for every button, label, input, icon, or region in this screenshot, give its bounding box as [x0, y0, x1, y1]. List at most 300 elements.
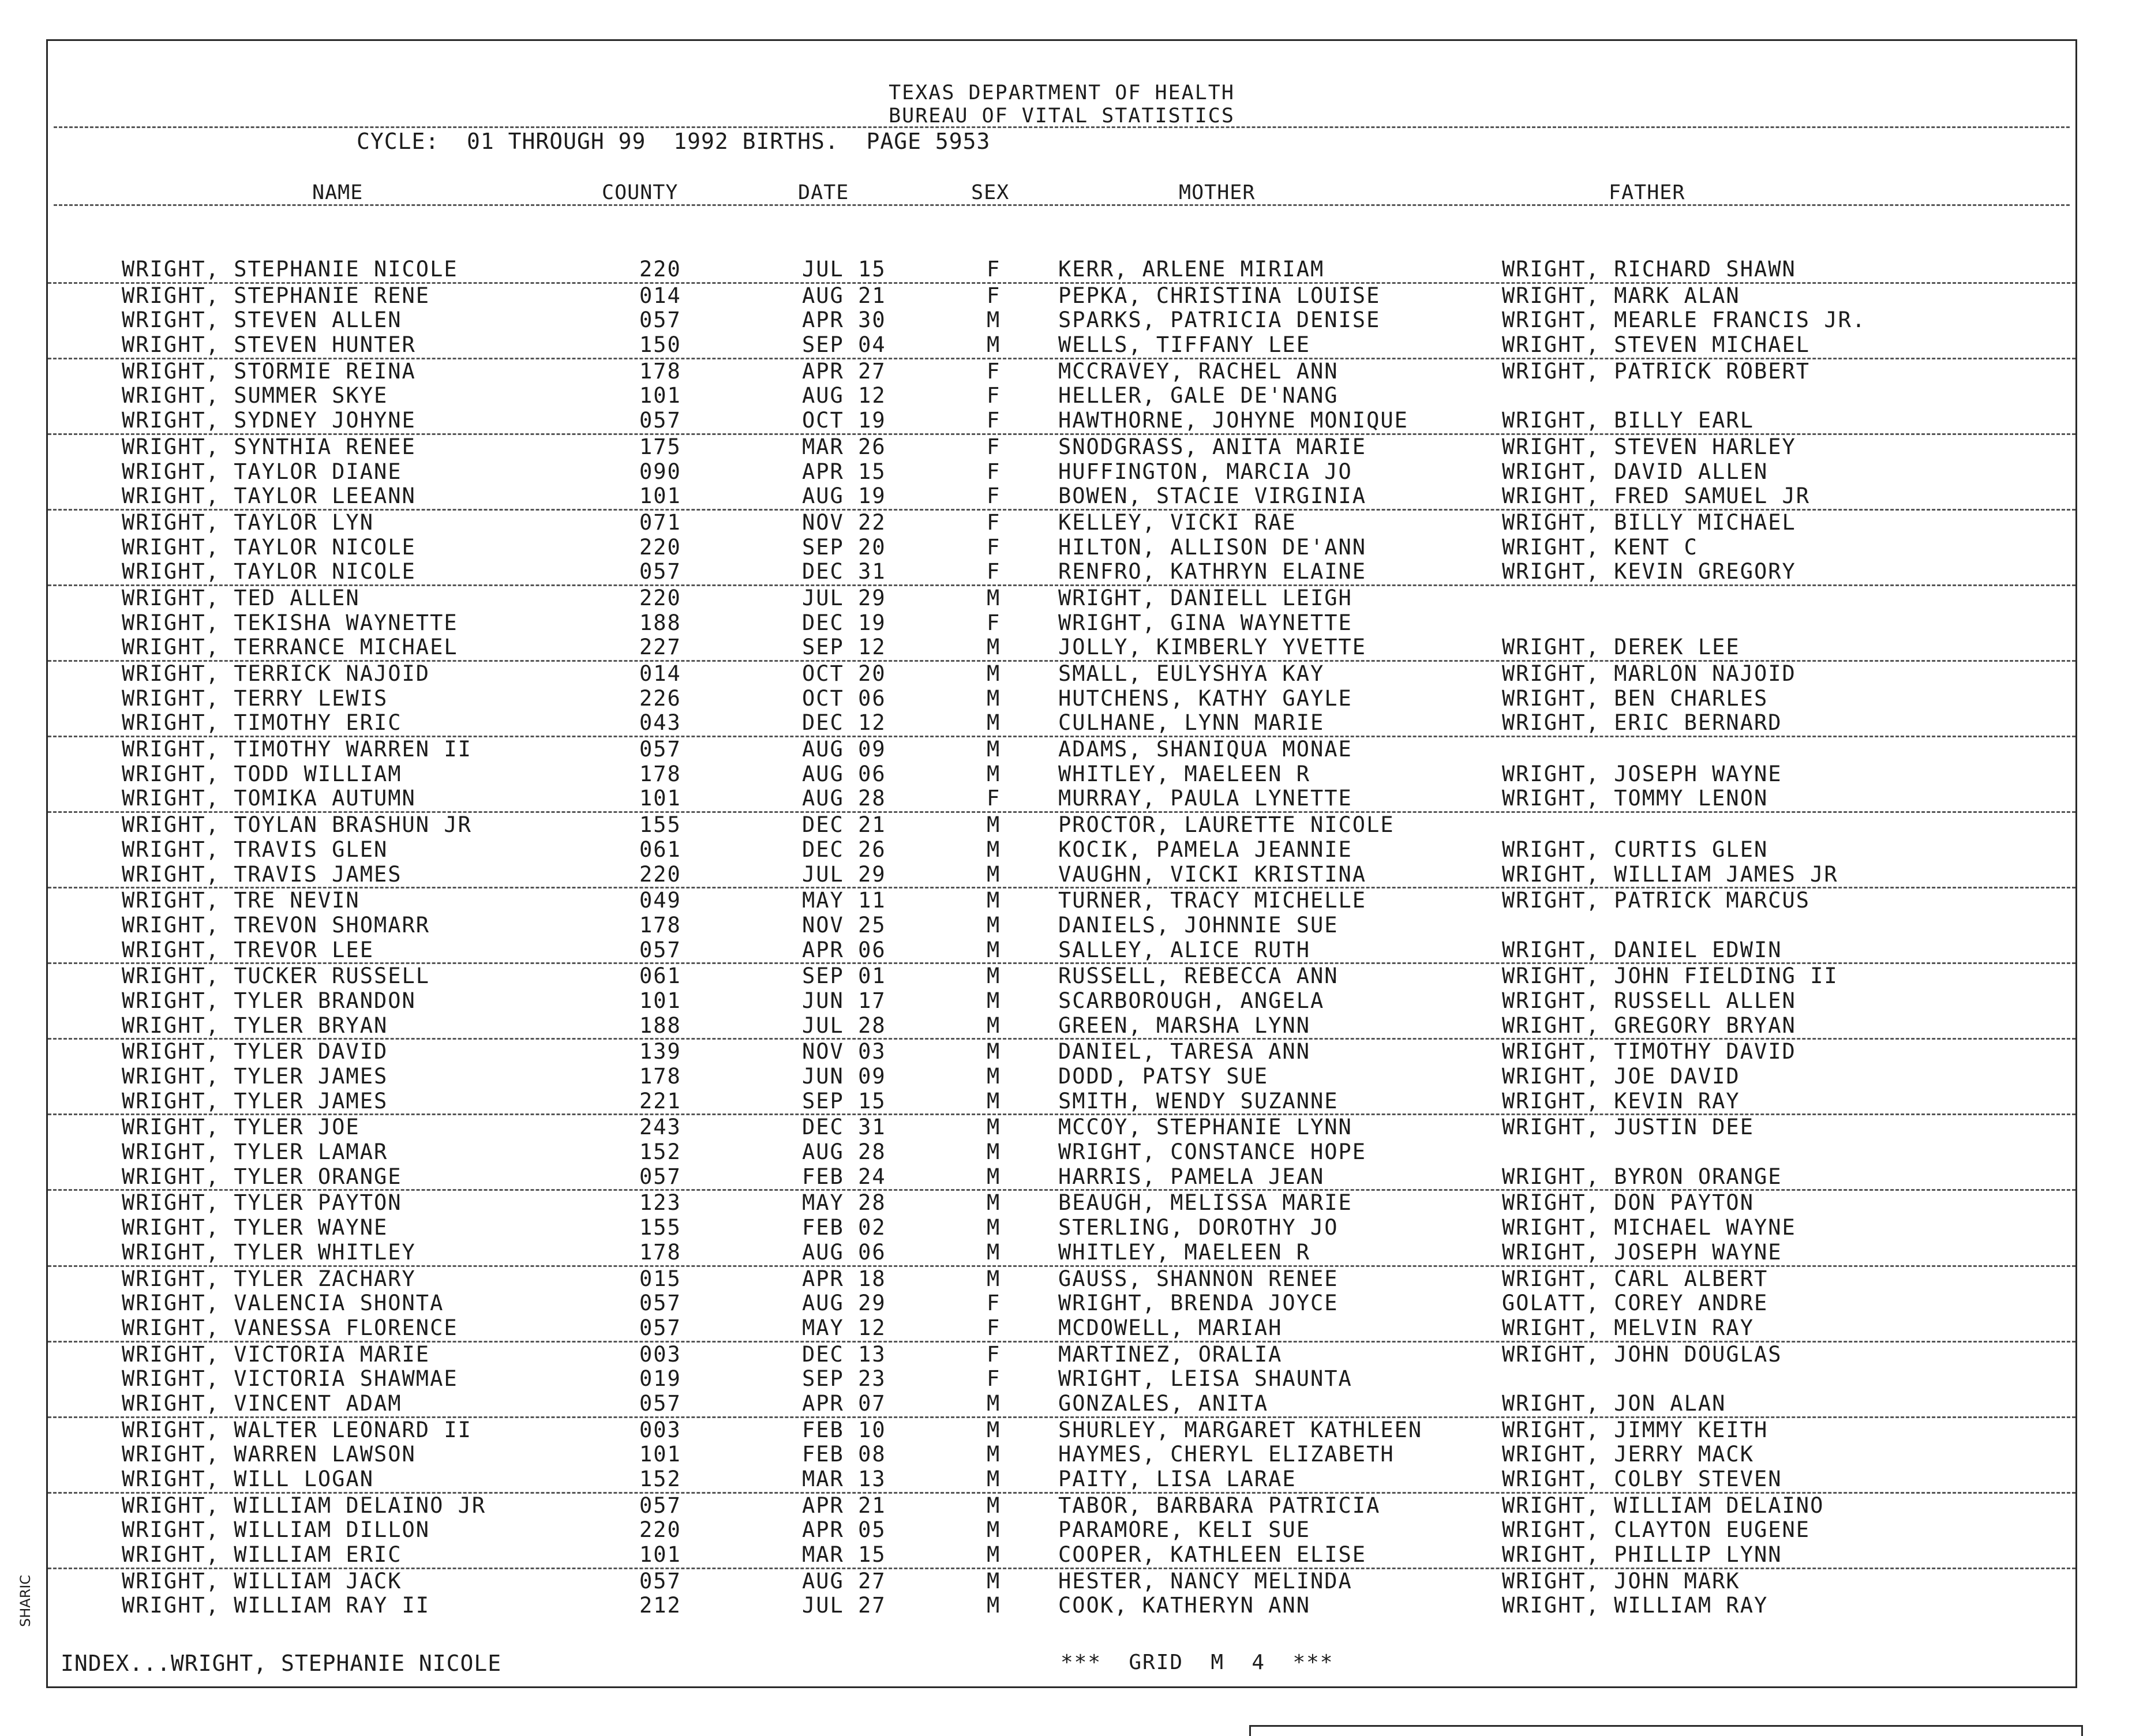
table-row: [48, 1392, 2075, 1418]
cell-name: WRIGHT, TYLER ORANGE: [122, 1164, 402, 1189]
cell-mother: GREEN, MARSHA LYNN: [1058, 1013, 1310, 1038]
cell-father: WRIGHT, STEVEN HARLEY: [1502, 434, 1796, 459]
cell-mother: PARAMORE, KELI SUE: [1058, 1517, 1310, 1543]
cell-sex: F: [987, 283, 1001, 308]
table-row: [48, 1115, 2075, 1140]
cell-mother: CULHANE, LYNN MARIE: [1058, 710, 1325, 736]
table-row: [48, 384, 2075, 408]
cell-county: 123: [639, 1190, 681, 1216]
cell-father: WRIGHT, DEREK LEE: [1502, 635, 1740, 660]
cell-mother: WRIGHT, DANIELL LEIGH: [1058, 585, 1352, 610]
cell-county: 220: [639, 1517, 681, 1543]
table-row: [48, 838, 2075, 863]
cell-name: WRIGHT, STEPHANIE NICOLE: [122, 257, 458, 282]
cell-sex: F: [987, 509, 1001, 535]
cell-mother: GONZALES, ANITA: [1058, 1390, 1269, 1416]
cell-father: WRIGHT, FRED SAMUEL JR: [1502, 483, 1811, 509]
records-list: [48, 257, 2075, 1618]
cell-name: WRIGHT, SYDNEY JOHYNE: [122, 408, 416, 433]
cell-name: WRIGHT, TREVOR LEE: [122, 937, 374, 962]
table-row: [48, 1089, 2075, 1116]
cell-county: 152: [639, 1139, 681, 1165]
cell-county: 188: [639, 610, 681, 635]
table-row: [48, 435, 2075, 460]
cell-name: WRIGHT, TERRANCE MICHAEL: [122, 635, 458, 660]
cell-date: AUG 12: [802, 383, 886, 408]
cell-name: WRIGHT, TYLER BRYAN: [122, 1013, 388, 1038]
department-title: TEXAS DEPARTMENT OF HEALTH: [889, 81, 1235, 104]
table-row: [48, 611, 2075, 636]
table-row: [48, 813, 2075, 838]
cell-date: SEP 01: [802, 963, 886, 989]
cell-sex: M: [987, 761, 1001, 786]
table-row: [48, 1291, 2075, 1316]
table-row: [48, 786, 2075, 813]
cell-date: JUN 17: [802, 988, 886, 1013]
cell-father: WRIGHT, WILLIAM RAY: [1502, 1593, 1768, 1618]
cell-name: WRIGHT, TAYLOR DIANE: [122, 459, 402, 484]
cell-name: WRIGHT, TYLER JOE: [122, 1115, 360, 1140]
cell-county: 188: [639, 1013, 681, 1038]
cell-name: WRIGHT, WILLIAM RAY II: [122, 1593, 430, 1618]
table-row: [48, 1240, 2075, 1267]
cell-name: WRIGHT, TED ALLEN: [122, 585, 360, 610]
cell-county: 014: [639, 661, 681, 686]
cell-sex: M: [987, 1190, 1001, 1216]
table-row: [48, 1014, 2075, 1040]
cell-name: WRIGHT, TERRICK NAJOID: [122, 661, 430, 686]
cell-name: WRIGHT, TIMOTHY ERIC: [122, 710, 402, 736]
cell-father: WRIGHT, DANIEL EDWIN: [1502, 937, 1782, 962]
cell-sex: M: [987, 912, 1001, 938]
cell-date: AUG 29: [802, 1291, 886, 1316]
cell-mother: MCCOY, STEPHANIE LYNN: [1058, 1115, 1352, 1140]
cell-mother: HUTCHENS, KATHY GAYLE: [1058, 685, 1352, 711]
cell-sex: F: [987, 559, 1001, 584]
cell-name: WRIGHT, TYLER ZACHARY: [122, 1266, 416, 1291]
cell-date: APR 07: [802, 1390, 886, 1416]
cell-father: WRIGHT, BYRON ORANGE: [1502, 1164, 1782, 1189]
cell-date: OCT 19: [802, 408, 886, 433]
cell-sex: M: [987, 1442, 1001, 1467]
index-line: INDEX...WRIGHT, STEPHANIE NICOLE: [61, 1651, 502, 1676]
cell-sex: M: [987, 332, 1001, 358]
cell-father: WRIGHT, JOSEPH WAYNE: [1502, 1239, 1782, 1265]
side-label: SHARIC: [17, 1574, 33, 1627]
cell-sex: M: [987, 1417, 1001, 1442]
table-row: [48, 308, 2075, 333]
table-row: [48, 1494, 2075, 1518]
cell-father: WRIGHT, BILLY EARL: [1502, 408, 1754, 433]
table-row: [48, 460, 2075, 485]
cell-mother: SNODGRASS, ANITA MARIE: [1058, 434, 1367, 459]
cell-date: OCT 20: [802, 661, 886, 686]
cell-mother: HESTER, NANCY MELINDA: [1058, 1568, 1352, 1593]
cell-name: WRIGHT, TIMOTHY WARREN II: [122, 737, 472, 762]
cell-name: WRIGHT, TYLER WAYNE: [122, 1215, 388, 1240]
cell-sex: F: [987, 610, 1001, 635]
cell-mother: VAUGHN, VICKI KRISTINA: [1058, 861, 1367, 887]
table-row: [48, 408, 2075, 435]
cell-mother: ADAMS, SHANIQUA MONAE: [1058, 737, 1352, 762]
cell-date: FEB 24: [802, 1164, 886, 1189]
cell-county: 175: [639, 434, 681, 459]
cell-date: JUL 29: [802, 585, 886, 610]
cell-mother: HAWTHORNE, JOHYNE MONIQUE: [1058, 408, 1408, 433]
cell-father: WRIGHT, WILLIAM DELAINO: [1502, 1493, 1824, 1518]
cell-date: SEP 12: [802, 635, 886, 660]
cell-father: WRIGHT, JOE DAVID: [1502, 1064, 1740, 1089]
cell-father: WRIGHT, PATRICK ROBERT: [1502, 358, 1811, 384]
cell-mother: WRIGHT, BRENDA JOYCE: [1058, 1291, 1339, 1316]
table-row: [48, 359, 2075, 384]
cell-mother: KERR, ARLENE MIRIAM: [1058, 257, 1325, 282]
cell-date: AUG 06: [802, 761, 886, 786]
cell-sex: M: [987, 585, 1001, 610]
cell-sex: M: [987, 1517, 1001, 1543]
cell-sex: M: [987, 1239, 1001, 1265]
cell-mother: TABOR, BARBARA PATRICIA: [1058, 1493, 1381, 1518]
cell-father: WRIGHT, CLAYTON EUGENE: [1502, 1517, 1811, 1543]
cell-mother: SMALL, EULYSHYA KAY: [1058, 661, 1325, 686]
cell-sex: M: [987, 937, 1001, 962]
cell-name: WRIGHT, WILLIAM DELAINO JR: [122, 1493, 486, 1518]
cell-county: 057: [639, 559, 681, 584]
table-row: [48, 687, 2075, 711]
cell-county: 178: [639, 358, 681, 384]
cell-date: DEC 21: [802, 812, 886, 838]
cell-father: WRIGHT, JOSEPH WAYNE: [1502, 761, 1782, 786]
cell-date: SEP 23: [802, 1366, 886, 1392]
table-row: [48, 1316, 2075, 1343]
table-row: [48, 484, 2075, 511]
cell-date: JUN 09: [802, 1064, 886, 1089]
table-row: [48, 1216, 2075, 1240]
cell-county: 221: [639, 1088, 681, 1113]
cell-name: WRIGHT, STEPHANIE RENE: [122, 283, 430, 308]
cell-name: WRIGHT, TAYLOR LYN: [122, 509, 374, 535]
cell-date: FEB 02: [802, 1215, 886, 1240]
cell-mother: SALLEY, ALICE RUTH: [1058, 937, 1310, 962]
table-row: [48, 284, 2075, 309]
cell-name: WRIGHT, TAYLOR NICOLE: [122, 534, 416, 560]
cell-date: JUL 28: [802, 1013, 886, 1038]
table-row: [48, 1191, 2075, 1216]
column-header-date: DATE: [798, 181, 849, 204]
cell-mother: MCCRAVEY, RACHEL ANN: [1058, 358, 1339, 384]
cell-county: 057: [639, 308, 681, 333]
cell-father: WRIGHT, JOHN MARK: [1502, 1568, 1740, 1593]
table-row: [48, 1040, 2075, 1064]
cell-sex: M: [987, 661, 1001, 686]
cell-mother: RENFRO, KATHRYN ELAINE: [1058, 559, 1367, 584]
cell-mother: BOWEN, STACIE VIRGINIA: [1058, 483, 1367, 509]
cell-father: WRIGHT, STEVEN MICHAEL: [1502, 332, 1811, 358]
cell-mother: BEAUGH, MELISSA MARIE: [1058, 1190, 1352, 1216]
cell-county: 003: [639, 1417, 681, 1442]
cell-county: 150: [639, 332, 681, 358]
cell-mother: COOK, KATHERYN ANN: [1058, 1593, 1310, 1618]
cell-name: WRIGHT, TOYLAN BRASHUN JR: [122, 812, 472, 838]
table-row: [48, 711, 2075, 737]
cell-date: NOV 03: [802, 1039, 886, 1064]
cell-sex: M: [987, 1039, 1001, 1064]
cell-name: WRIGHT, WALTER LEONARD II: [122, 1417, 472, 1442]
cell-mother: WRIGHT, LEISA SHAUNTA: [1058, 1366, 1352, 1392]
cell-mother: MARTINEZ, ORALIA: [1058, 1341, 1283, 1367]
cell-date: JUL 29: [802, 861, 886, 887]
cell-date: AUG 09: [802, 737, 886, 762]
cell-mother: TURNER, TRACY MICHELLE: [1058, 888, 1367, 913]
cell-mother: COOPER, KATHLEEN ELISE: [1058, 1542, 1367, 1568]
cell-father: WRIGHT, MELVIN RAY: [1502, 1315, 1754, 1340]
table-row: [48, 1140, 2075, 1165]
table-row: [48, 1518, 2075, 1543]
cell-name: WRIGHT, WARREN LAWSON: [122, 1442, 416, 1467]
table-row: [48, 535, 2075, 560]
cell-father: WRIGHT, RUSSELL ALLEN: [1502, 988, 1796, 1013]
cell-mother: HUFFINGTON, MARCIA JO: [1058, 459, 1352, 484]
cell-county: 152: [639, 1467, 681, 1491]
table-row: [48, 1569, 2075, 1594]
table-row: [48, 1442, 2075, 1467]
cell-father: WRIGHT, MEARLE FRANCIS JR.: [1502, 308, 1867, 333]
cell-date: DEC 13: [802, 1341, 886, 1367]
cell-sex: M: [987, 1266, 1001, 1291]
cell-county: 015: [639, 1266, 681, 1291]
cell-county: 155: [639, 1215, 681, 1240]
cell-father: WRIGHT, JON ALAN: [1502, 1390, 1726, 1416]
cell-date: MAR 13: [802, 1467, 886, 1491]
cell-sex: F: [987, 459, 1001, 484]
cell-mother: WELLS, TIFFANY LEE: [1058, 332, 1310, 358]
cell-county: 101: [639, 1542, 681, 1568]
cell-name: WRIGHT, TYLER BRANDON: [122, 988, 416, 1013]
cell-sex: M: [987, 888, 1001, 913]
cell-county: 101: [639, 383, 681, 408]
grid-reference: *** GRID M 4 ***: [1061, 1651, 1334, 1674]
cell-county: 057: [639, 1315, 681, 1340]
bureau-title: BUREAU OF VITAL STATISTICS: [889, 104, 1235, 128]
column-header-mother: MOTHER: [1179, 181, 1256, 204]
cell-date: AUG 27: [802, 1568, 886, 1593]
cell-date: JUL 15: [802, 257, 886, 282]
cell-date: MAY 12: [802, 1315, 886, 1340]
cell-sex: M: [987, 1390, 1001, 1416]
cell-mother: PEPKA, CHRISTINA LOUISE: [1058, 283, 1381, 308]
next-sheet-edge: [1249, 1725, 2083, 1736]
cell-name: WRIGHT, STORMIE REINA: [122, 358, 416, 384]
cell-mother: HILTON, ALLISON DE'ANN: [1058, 534, 1367, 560]
cell-name: WRIGHT, WILLIAM ERIC: [122, 1542, 402, 1568]
cell-name: WRIGHT, TREVON SHOMARR: [122, 912, 430, 938]
cell-sex: F: [987, 434, 1001, 459]
cell-county: 212: [639, 1593, 681, 1618]
cell-date: AUG 06: [802, 1239, 886, 1265]
cell-county: 227: [639, 635, 681, 660]
cell-date: DEC 19: [802, 610, 886, 635]
cell-date: AUG 19: [802, 483, 886, 509]
column-header-divider: [54, 204, 2070, 206]
cell-father: WRIGHT, RICHARD SHAWN: [1502, 257, 1796, 282]
cell-county: 014: [639, 283, 681, 308]
cell-name: WRIGHT, VINCENT ADAM: [122, 1390, 402, 1416]
cell-sex: F: [987, 408, 1001, 433]
cell-date: SEP 15: [802, 1088, 886, 1113]
cell-sex: M: [987, 1493, 1001, 1518]
table-row: [48, 635, 2075, 662]
cell-father: WRIGHT, DAVID ALLEN: [1502, 459, 1768, 484]
table-row: [48, 737, 2075, 762]
cell-date: MAY 28: [802, 1190, 886, 1216]
cell-sex: M: [987, 1013, 1001, 1038]
cell-sex: M: [987, 737, 1001, 762]
cell-father: WRIGHT, DON PAYTON: [1502, 1190, 1754, 1216]
table-row: [48, 1064, 2075, 1089]
cell-county: 220: [639, 861, 681, 887]
cell-father: WRIGHT, MARLON NAJOID: [1502, 661, 1796, 686]
cell-county: 057: [639, 1568, 681, 1593]
cell-father: WRIGHT, WILLIAM JAMES JR: [1502, 861, 1838, 887]
cell-father: WRIGHT, GREGORY BRYAN: [1502, 1013, 1796, 1038]
cell-name: WRIGHT, TYLER JAMES: [122, 1088, 388, 1113]
cycle-line: CYCLE: 01 THROUGH 99 1992 BIRTHS. PAGE 5953: [357, 129, 991, 154]
cell-sex: M: [987, 1115, 1001, 1140]
cell-mother: PAITY, LISA LARAE: [1058, 1467, 1297, 1491]
cell-date: DEC 26: [802, 837, 886, 862]
cell-father: WRIGHT, KENT C: [1502, 534, 1698, 560]
cell-father: WRIGHT, MARK ALAN: [1502, 283, 1740, 308]
cell-father: WRIGHT, JIMMY KEITH: [1502, 1417, 1768, 1442]
header-divider: [54, 126, 2070, 128]
cell-sex: M: [987, 1542, 1001, 1568]
cell-county: 061: [639, 837, 681, 862]
cell-name: WRIGHT, STEVEN ALLEN: [122, 308, 402, 333]
table-row: [48, 888, 2075, 913]
cell-county: 057: [639, 1390, 681, 1416]
cell-sex: M: [987, 1215, 1001, 1240]
table-row: [48, 586, 2075, 611]
cell-county: 101: [639, 1442, 681, 1467]
cell-name: WRIGHT, TYLER LAMAR: [122, 1139, 388, 1165]
cell-mother: WRIGHT, CONSTANCE HOPE: [1058, 1139, 1367, 1165]
cell-name: WRIGHT, TOMIKA AUTUMN: [122, 786, 416, 811]
table-row: [48, 913, 2075, 938]
column-header-name: NAME: [312, 181, 364, 204]
table-row: [48, 511, 2075, 535]
cell-father: WRIGHT, PHILLIP LYNN: [1502, 1542, 1782, 1568]
cell-county: 220: [639, 585, 681, 610]
cell-date: APR 18: [802, 1266, 886, 1291]
cell-name: WRIGHT, TRAVIS JAMES: [122, 861, 402, 887]
cell-mother: KOCIK, PAMELA JEANNIE: [1058, 837, 1352, 862]
table-row: [48, 1543, 2075, 1569]
cell-mother: SPARKS, PATRICIA DENISE: [1058, 308, 1381, 333]
cell-father: GOLATT, COREY ANDRE: [1502, 1291, 1768, 1316]
cell-sex: M: [987, 635, 1001, 660]
cell-date: AUG 28: [802, 786, 886, 811]
cell-county: 178: [639, 1064, 681, 1089]
cell-father: WRIGHT, BILLY MICHAEL: [1502, 509, 1796, 535]
cell-sex: M: [987, 1568, 1001, 1593]
cell-county: 071: [639, 509, 681, 535]
cell-name: WRIGHT, WILL LOGAN: [122, 1467, 374, 1491]
cell-name: WRIGHT, STEVEN HUNTER: [122, 332, 416, 358]
column-header-father: FATHER: [1609, 181, 1685, 204]
cell-mother: GAUSS, SHANNON RENEE: [1058, 1266, 1339, 1291]
cell-father: WRIGHT, MICHAEL WAYNE: [1502, 1215, 1796, 1240]
cell-name: WRIGHT, TAYLOR NICOLE: [122, 559, 416, 584]
cell-father: WRIGHT, JOHN FIELDING II: [1502, 963, 1838, 989]
column-header-county: COUNTY: [602, 181, 679, 204]
cell-father: WRIGHT, COLBY STEVEN: [1502, 1467, 1782, 1491]
cell-name: WRIGHT, TERRY LEWIS: [122, 685, 388, 711]
cell-date: JUL 27: [802, 1593, 886, 1618]
cell-mother: DODD, PATSY SUE: [1058, 1064, 1269, 1089]
cell-date: MAR 26: [802, 434, 886, 459]
cell-mother: SHURLEY, MARGARET KATHLEEN: [1058, 1417, 1423, 1442]
cell-county: 243: [639, 1115, 681, 1140]
table-row: [48, 1165, 2075, 1191]
cell-sex: M: [987, 861, 1001, 887]
table-row: [48, 863, 2075, 889]
cell-county: 057: [639, 937, 681, 962]
cell-sex: M: [987, 1088, 1001, 1113]
cell-date: FEB 10: [802, 1417, 886, 1442]
cell-county: 178: [639, 1239, 681, 1265]
cell-county: 057: [639, 1164, 681, 1189]
cell-name: WRIGHT, TYLER JAMES: [122, 1064, 388, 1089]
cell-sex: F: [987, 1366, 1001, 1392]
cell-date: NOV 22: [802, 509, 886, 535]
cell-mother: JOLLY, KIMBERLY YVETTE: [1058, 635, 1367, 660]
cell-sex: M: [987, 963, 1001, 989]
cell-sex: M: [987, 685, 1001, 711]
cell-county: 090: [639, 459, 681, 484]
cell-date: OCT 06: [802, 685, 886, 711]
cell-county: 057: [639, 737, 681, 762]
cell-father: WRIGHT, CARL ALBERT: [1502, 1266, 1768, 1291]
cell-sex: M: [987, 710, 1001, 736]
cell-date: APR 15: [802, 459, 886, 484]
cell-name: WRIGHT, TYLER PAYTON: [122, 1190, 402, 1216]
cell-sex: F: [987, 1291, 1001, 1316]
cell-mother: MCDOWELL, MARIAH: [1058, 1315, 1283, 1340]
cell-father: WRIGHT, JUSTIN DEE: [1502, 1115, 1754, 1140]
cell-date: APR 30: [802, 308, 886, 333]
cell-date: APR 05: [802, 1517, 886, 1543]
cell-sex: M: [987, 1593, 1001, 1618]
table-row: [48, 762, 2075, 787]
cell-name: WRIGHT, VICTORIA SHAWMAE: [122, 1366, 458, 1392]
cell-sex: M: [987, 1139, 1001, 1165]
cell-mother: KELLEY, VICKI RAE: [1058, 509, 1297, 535]
cell-mother: DANIELS, JOHNNIE SUE: [1058, 912, 1339, 938]
cell-county: 178: [639, 912, 681, 938]
cell-sex: M: [987, 988, 1001, 1013]
cell-name: WRIGHT, WILLIAM DILLON: [122, 1517, 430, 1543]
cell-sex: F: [987, 786, 1001, 811]
cell-mother: MURRAY, PAULA LYNETTE: [1058, 786, 1352, 811]
cell-date: NOV 25: [802, 912, 886, 938]
cell-county: 057: [639, 1291, 681, 1316]
table-row: [48, 333, 2075, 359]
table-row: [48, 1343, 2075, 1367]
table-row: [48, 1367, 2075, 1392]
cell-county: 101: [639, 988, 681, 1013]
cell-mother: STERLING, DOROTHY JO: [1058, 1215, 1339, 1240]
table-row: [48, 560, 2075, 586]
